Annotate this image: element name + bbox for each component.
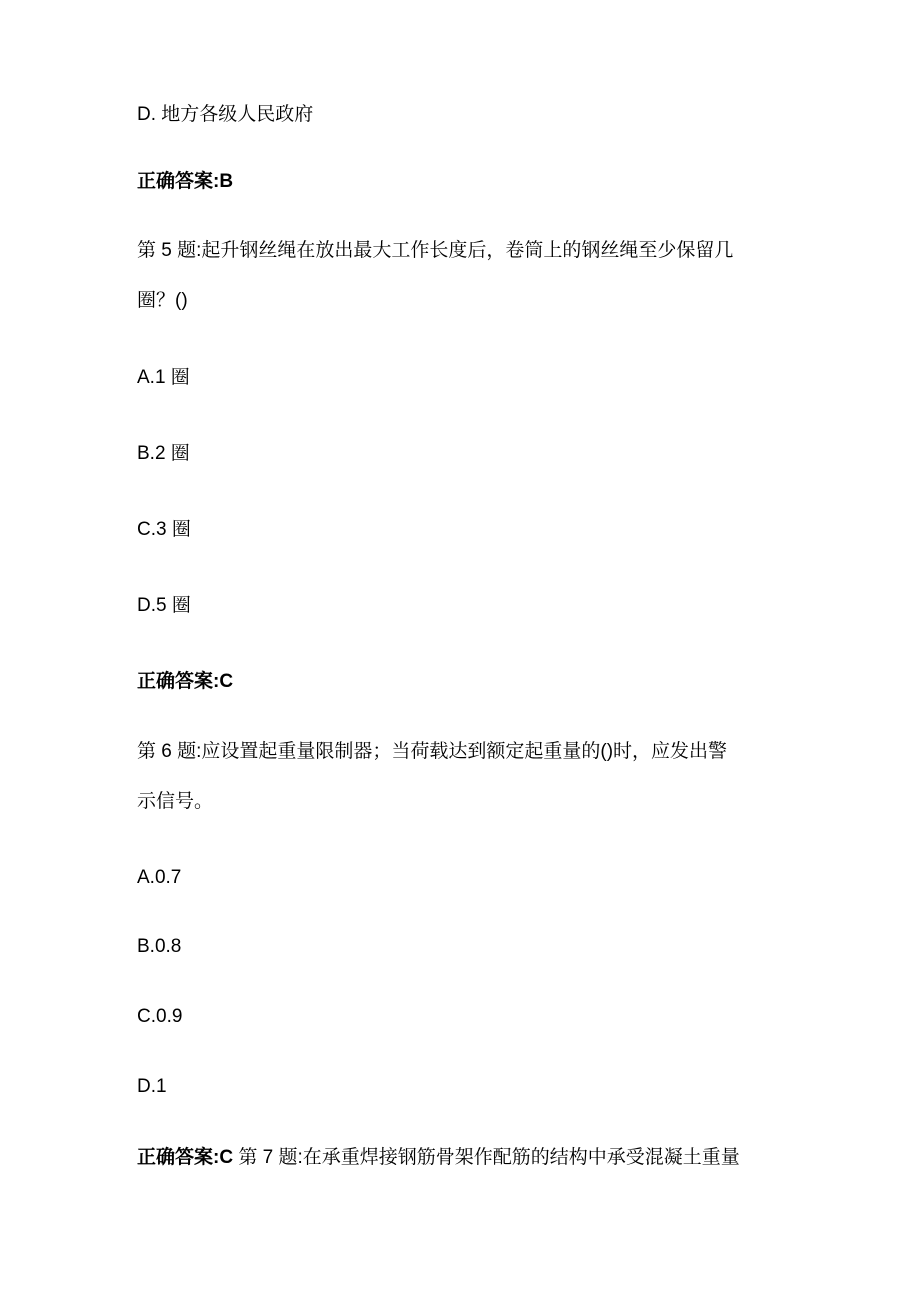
- q6-option-a: A.0.7: [137, 867, 182, 888]
- q7-question-line-1: 第 7 题:在承重焊接钢筋骨架作配筋的结构中承受混凝土重量: [233, 1147, 740, 1168]
- q5-option-b: B.2 圈: [137, 443, 190, 464]
- q4-option-d: D. 地方各级人民政府: [137, 104, 314, 125]
- answer-label: 正确答案:: [137, 171, 220, 192]
- q5-option-c: C.3 圈: [137, 519, 191, 540]
- answer-value: C: [219, 1147, 234, 1168]
- q6-question-line-1: 第 6 题:应设置起重量限制器；当荷载达到额定起重量的()时，应发出警: [137, 741, 728, 762]
- q5-option-a: A.1 圈: [137, 367, 190, 388]
- q5-question-line-2: 圈？(): [137, 290, 188, 311]
- q6-option-c: C.0.9: [137, 1006, 183, 1027]
- q4-answer: [137, 170, 797, 194]
- answer-label: 正确答案:: [137, 1147, 220, 1168]
- q5-question-line-1: 第 5 题:起升钢丝绳在放出最大工作长度后，卷筒上的钢丝绳至少保留几: [137, 240, 734, 261]
- q6-option-d: D.1: [137, 1076, 167, 1097]
- answer-value: B: [219, 171, 234, 192]
- q5-option-d: D.5 圈: [137, 595, 191, 616]
- q6-question-line-2: 示信号。: [137, 791, 214, 812]
- answer-label: 正确答案:: [137, 671, 220, 692]
- q6-answer-and-q7: [137, 1146, 797, 1170]
- q6-option-b: B.0.8: [137, 936, 182, 957]
- answer-value: C: [219, 671, 234, 692]
- q5-answer: [137, 670, 797, 694]
